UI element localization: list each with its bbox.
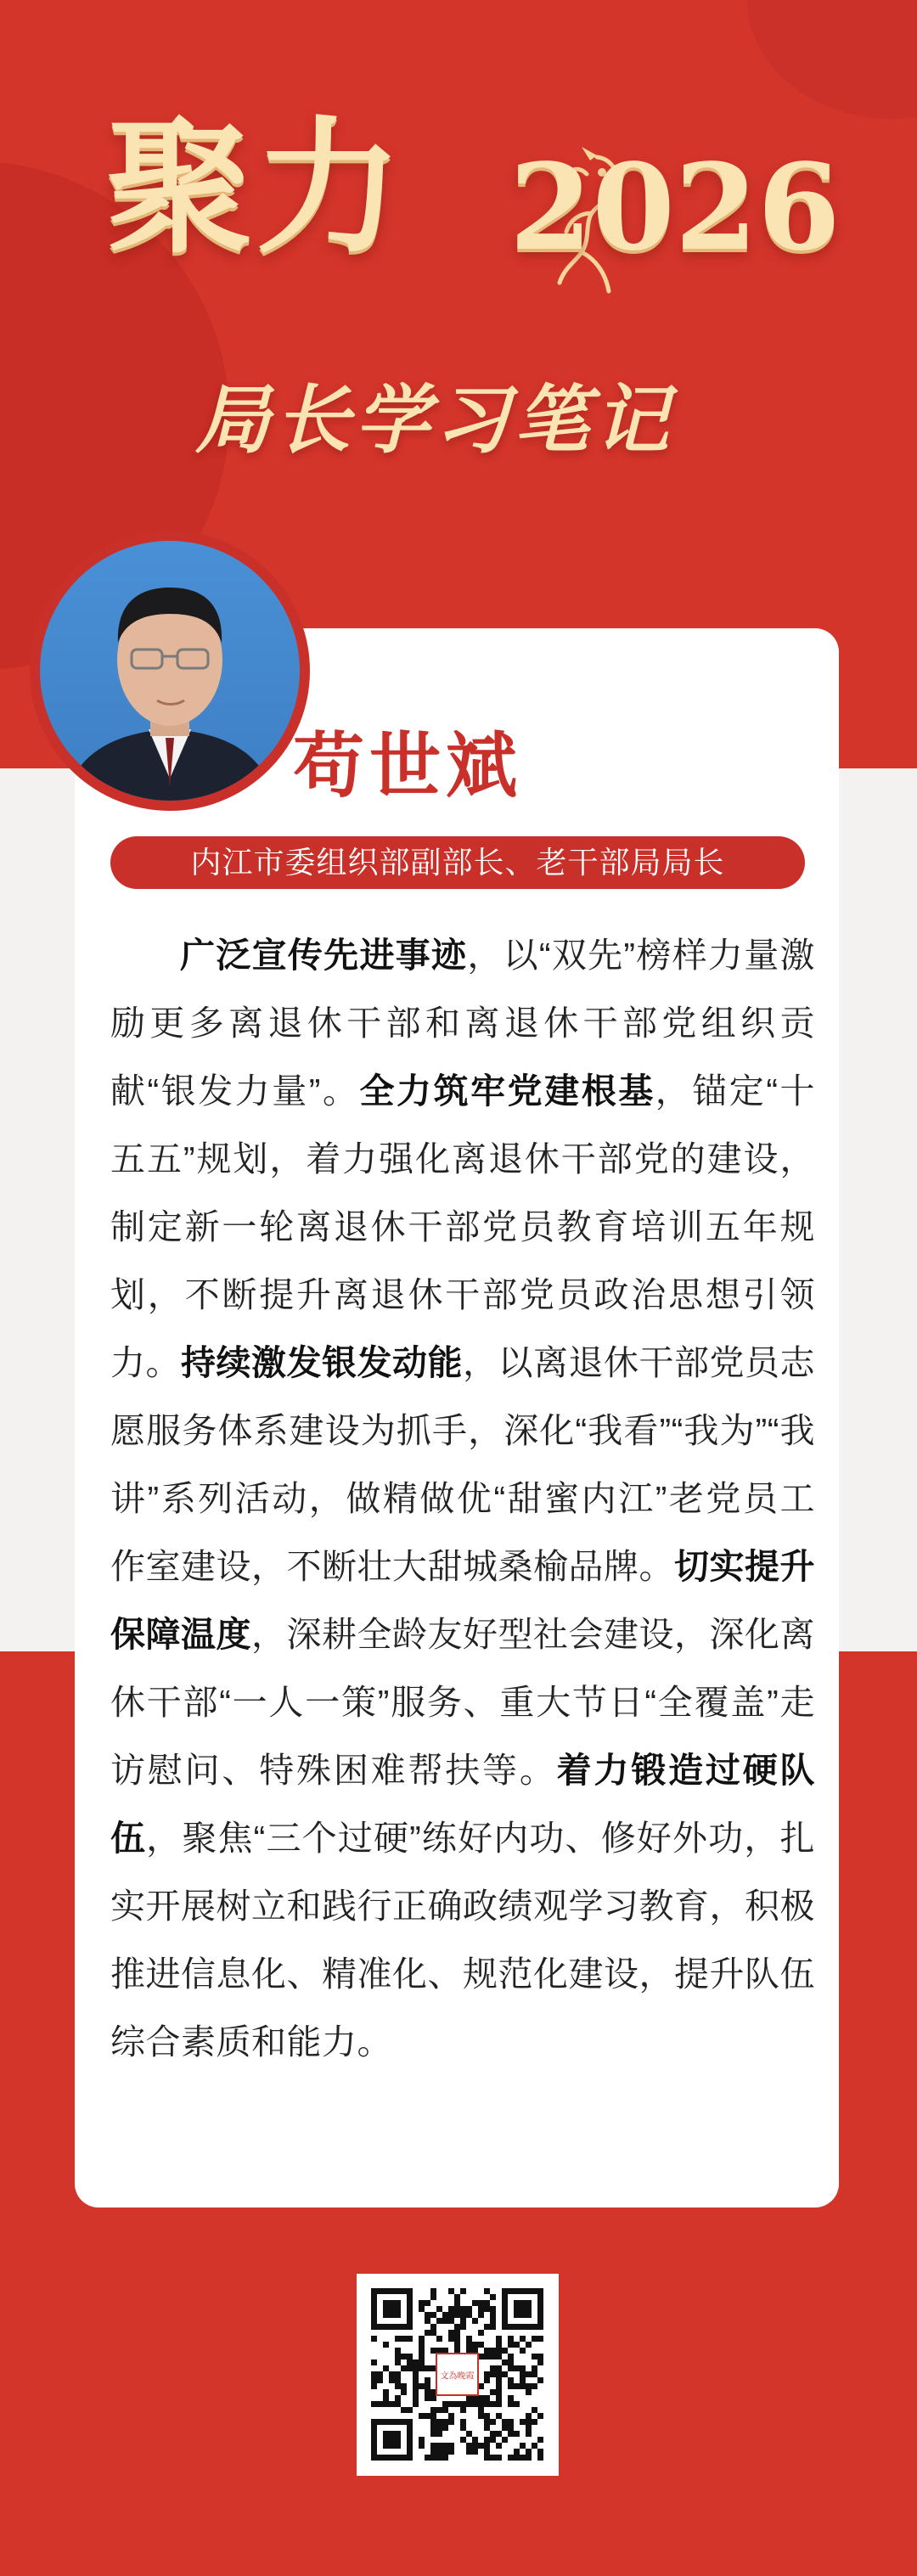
poster-title-year: 2026 (509, 138, 841, 278)
article-text: ，以离退休干部党员志愿服务体系建设为抓手，深化“我看”“我为”“我讲”系列活动，做精做优“甜蜜内江”老党员工作室建设，不断壮大甜城桑榆品牌。 (110, 1343, 815, 1586)
qr-finder-pattern (383, 2300, 401, 2318)
article-body (110, 921, 815, 2076)
qr-finder-pattern (514, 2300, 532, 2318)
article-text: ，以“双先”榜样力量激励更多离退休干部和离退休干部党组织贡献“银发力量”。 (110, 936, 816, 1111)
background-corner-decoration (747, 0, 917, 119)
profile-name: 苟世斌 (293, 723, 523, 807)
qr-code[interactable] (357, 2274, 559, 2476)
poster-subtitle: 局长学习笔记 (195, 375, 675, 464)
article-highlight: 着力锻造过硬队伍 (110, 1751, 816, 1858)
article-text: ，锚定“十五五”规划，着力强化离退休干部党的建设，制定新一轮离退休干部党员教育培训五年规划，不断提升离退休干部党员政治思想引领力。 (110, 1071, 816, 1382)
article-highlight: 持续激发银发动能 (181, 1343, 463, 1382)
article-highlight: 切实提升保障温度 (110, 1547, 815, 1654)
article-text: ，聚焦“三个过硬”练好内功、修好外功，扎实开展树立和践行正确政绩观学习教育，积极推进信息化、精准化、规范化建设，提升队伍综合素质和能力。 (110, 1819, 816, 2061)
avatar (30, 531, 310, 811)
article-highlight: 全力筑牢党建根基 (359, 1071, 655, 1111)
profile-position-badge: 内江市委组织部副部长、老干部局局长 (110, 836, 805, 889)
person-portrait-icon (40, 541, 300, 801)
poster-title-main: 聚力 (106, 101, 405, 273)
qr-logo-text: 文為晚霞 (440, 2371, 475, 2382)
qr-code-graphic (357, 2274, 559, 2476)
article-text: ，深耕全龄友好型社会建设，深化离休干部“一人一策”服务、重大节日“全覆盖”走访慰问、特殊困难帮扶等。 (110, 1615, 815, 1790)
qr-finder-pattern (383, 2431, 401, 2449)
article-highlight: 广泛宣传先进事迹 (180, 936, 468, 975)
